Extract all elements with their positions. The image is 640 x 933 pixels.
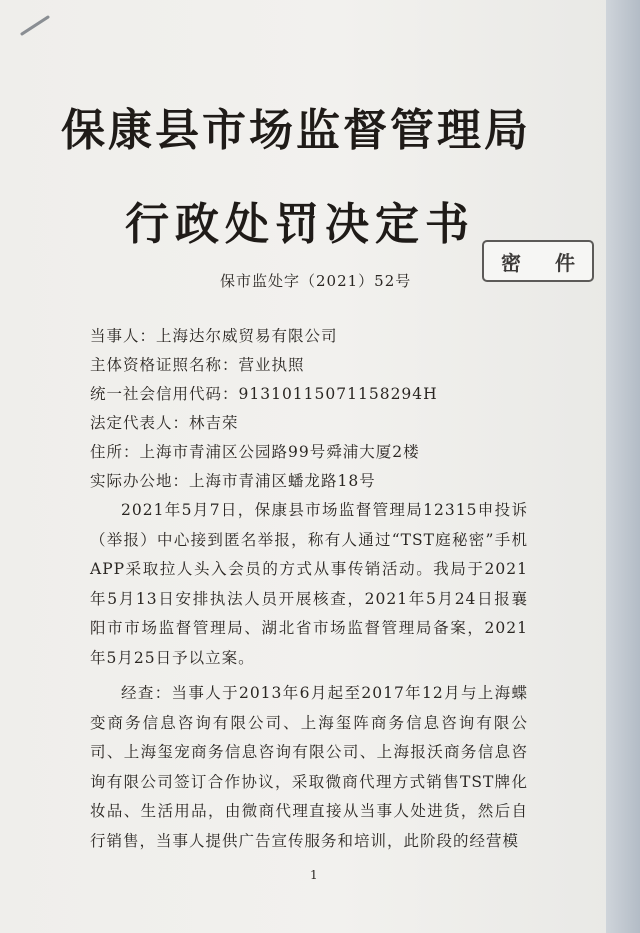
pen-mark xyxy=(20,15,50,36)
document-body xyxy=(90,496,528,862)
document-title-line1: 保康县市场监督管理局 xyxy=(61,105,531,156)
credit-code: 统一社会信用代码：91310115071158294H xyxy=(90,385,438,403)
document-title-line2: 行政处罚决定书 xyxy=(125,199,475,250)
page-number: 1 xyxy=(310,868,318,882)
document-number: 保市监处字（2021）52号 xyxy=(220,272,412,290)
background-edge xyxy=(606,0,640,933)
license-type: 主体资格证照名称：营业执照 xyxy=(90,356,305,374)
party-info xyxy=(90,322,438,496)
stamp-char-2: 件 xyxy=(555,250,575,275)
stamp-char-1: 密 xyxy=(501,250,521,275)
paragraph-case-filing: 2021年5月7日，保康县市场监督管理局12315申投诉（举报）中心接到匿名举报，称有人通过“TST庭秘密”手机APP采取拉人头入会员的方式从事传销活动。我局于2021年5月13日安排执法人员开展核查，2021年5月24日报襄阳市市场监督管理局、湖北省市场监督管理局备案，2021年5月25日予以立案。 xyxy=(90,501,528,667)
confidential-stamp xyxy=(482,240,594,282)
registered-address: 住所：上海市青浦区公园路99号舜浦大厦2楼 xyxy=(90,443,420,461)
office-address: 实际办公地：上海市青浦区蟠龙路18号 xyxy=(90,472,376,490)
party-name: 当事人：上海达尔威贸易有限公司 xyxy=(90,327,338,345)
legal-representative: 法定代表人：林吉荣 xyxy=(90,414,239,432)
paragraph-investigation: 经查：当事人于2013年6月起至2017年12月与上海蝶变商务信息咨询有限公司、上海玺阵商务信息咨询有限公司、上海玺宠商务信息咨询有限公司、上海报沃商务信息咨询有限公司签订合作协议，采取微商代理方式销售TST牌化妆品、生活用品，由微商代理直接从当事人处进货，然后自行销售，当事人提供广告宣传服务和培训，此阶段的经营模 xyxy=(90,684,528,850)
